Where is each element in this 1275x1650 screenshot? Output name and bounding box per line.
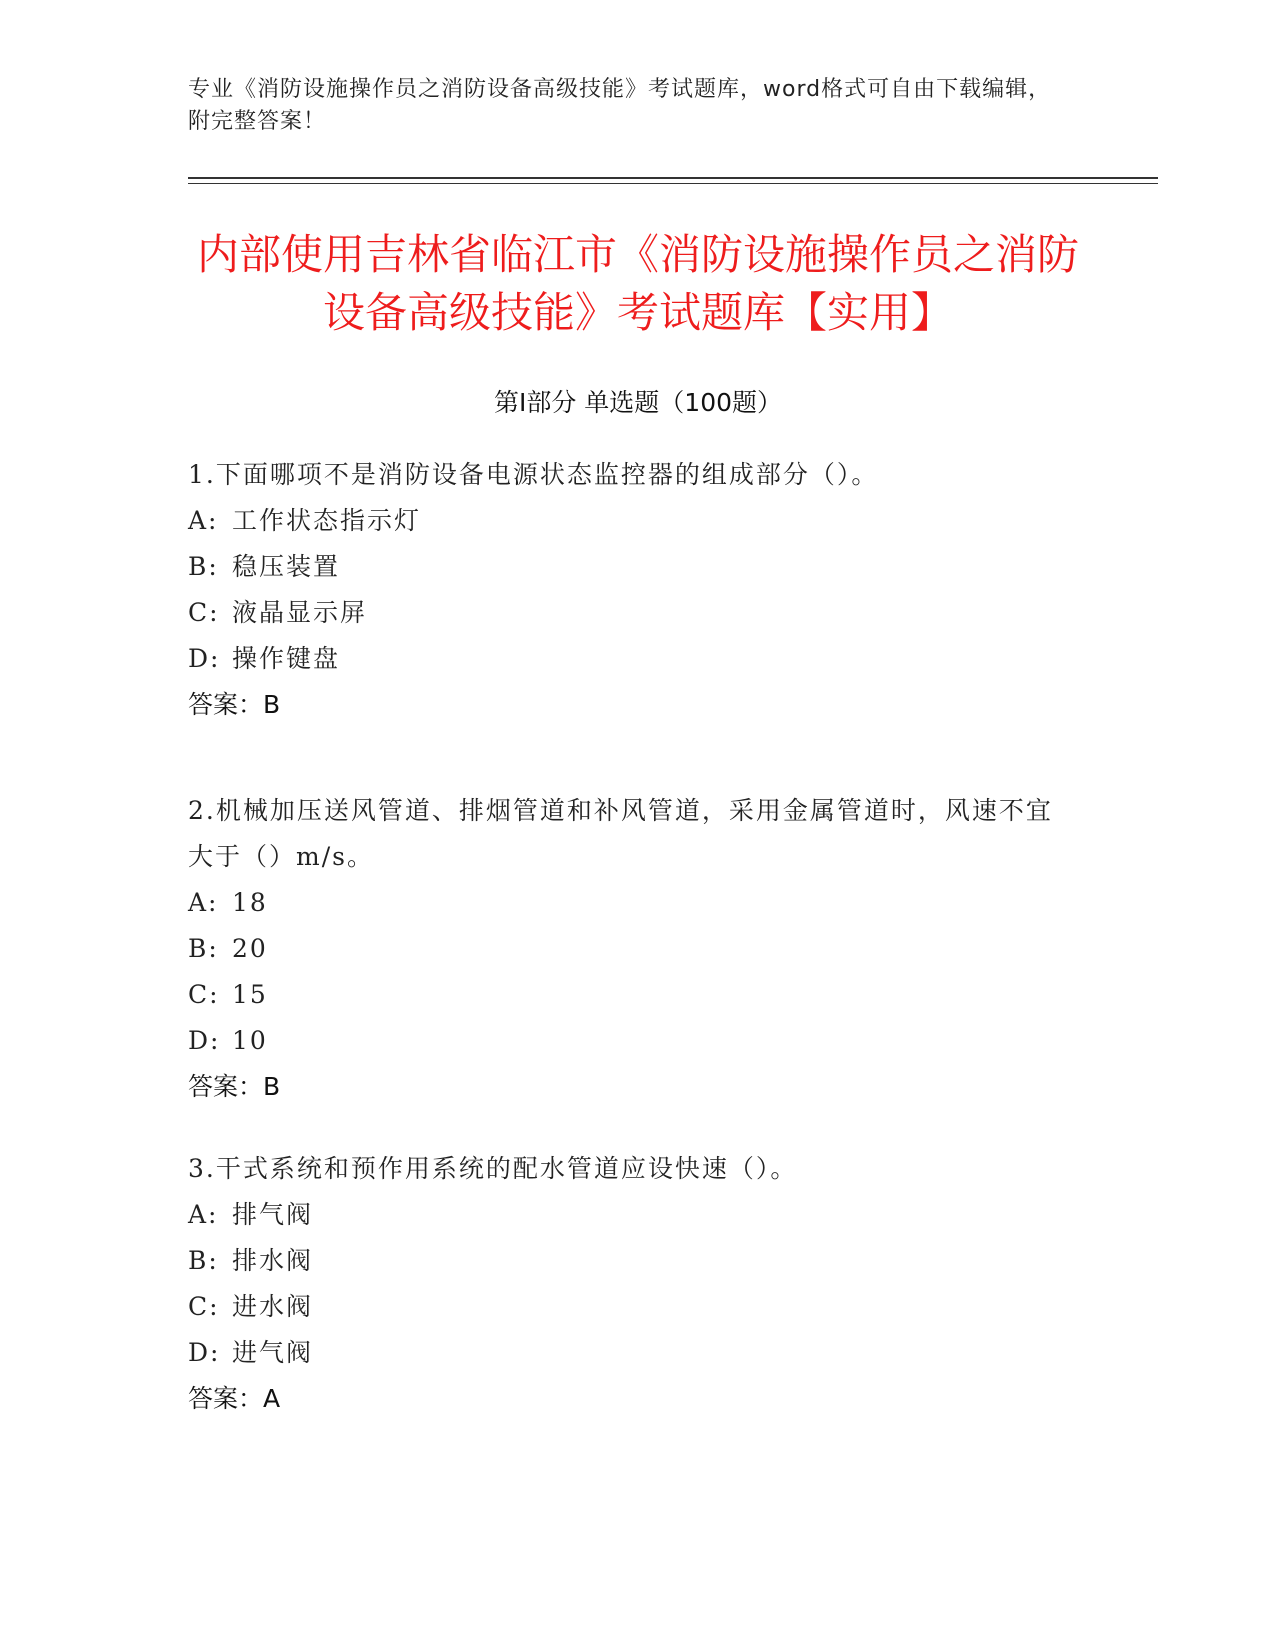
option-letter: B: <box>188 1246 219 1275</box>
question-2 <box>188 788 1068 1110</box>
section-title: 第I部分 单选题（100题） <box>493 388 783 417</box>
option-letter: B: <box>188 552 219 581</box>
question-answer: 答案：B <box>188 690 281 719</box>
option-letter: B: <box>188 934 219 963</box>
question-stem: 1.下面哪项不是消防设备电源状态监控器的组成部分（）。 <box>188 460 879 489</box>
header-note: 专业《消防设施操作员之消防设备高级技能》考试题库，word格式可自由下载编辑，附完整答案！ <box>188 77 1052 134</box>
document-title: 内部使用吉林省临江市《消防设施操作员之消防设备高级技能》考试题库【实用】 <box>196 230 1079 337</box>
question-stem: 2.机械加压送风管道、排烟管道和补风管道，采用金属管道时，风速不宜大于（）m/s。 <box>188 796 1053 871</box>
header-divider-thick <box>188 177 1158 179</box>
option-text: 液晶显示屏 <box>232 598 368 627</box>
option-text: 工作状态指示灯 <box>232 506 422 535</box>
option-letter: A: <box>188 506 219 535</box>
option-letter: D: <box>188 1026 221 1055</box>
question-option-b <box>188 926 1068 972</box>
option-text: 操作键盘 <box>232 644 341 673</box>
question-answer: 答案：A <box>188 1384 281 1413</box>
option-text: 10 <box>232 1026 268 1055</box>
question-option-d <box>188 1330 1068 1376</box>
question-stem: 3.干式系统和预作用系统的配水管道应设快速（）。 <box>188 1154 798 1183</box>
option-text: 进气阀 <box>232 1338 314 1367</box>
question-option-c <box>188 590 1068 636</box>
question-option-b <box>188 1238 1068 1284</box>
option-text: 稳压装置 <box>232 552 341 581</box>
option-letter: C: <box>188 980 220 1009</box>
question-option-c <box>188 1284 1068 1330</box>
question-3 <box>188 1146 1068 1422</box>
option-letter: D: <box>188 1338 221 1367</box>
question-option-d <box>188 1018 1068 1064</box>
question-option-a <box>188 498 1068 544</box>
option-text: 18 <box>232 888 268 917</box>
question-option-b <box>188 544 1068 590</box>
question-option-a <box>188 880 1068 926</box>
option-letter: C: <box>188 1292 220 1321</box>
option-letter: A: <box>188 888 219 917</box>
option-text: 排水阀 <box>232 1246 314 1275</box>
option-text: 15 <box>232 980 268 1009</box>
question-answer: 答案：B <box>188 1072 281 1101</box>
header-divider-thin <box>188 183 1158 184</box>
option-text: 20 <box>232 934 268 963</box>
question-1 <box>188 452 1068 728</box>
option-letter: D: <box>188 644 221 673</box>
option-letter: C: <box>188 598 220 627</box>
question-option-a <box>188 1192 1068 1238</box>
question-option-c <box>188 972 1068 1018</box>
question-option-d <box>188 636 1068 682</box>
option-text: 进水阀 <box>232 1292 314 1321</box>
option-letter: A: <box>188 1200 219 1229</box>
option-text: 排气阀 <box>232 1200 314 1229</box>
